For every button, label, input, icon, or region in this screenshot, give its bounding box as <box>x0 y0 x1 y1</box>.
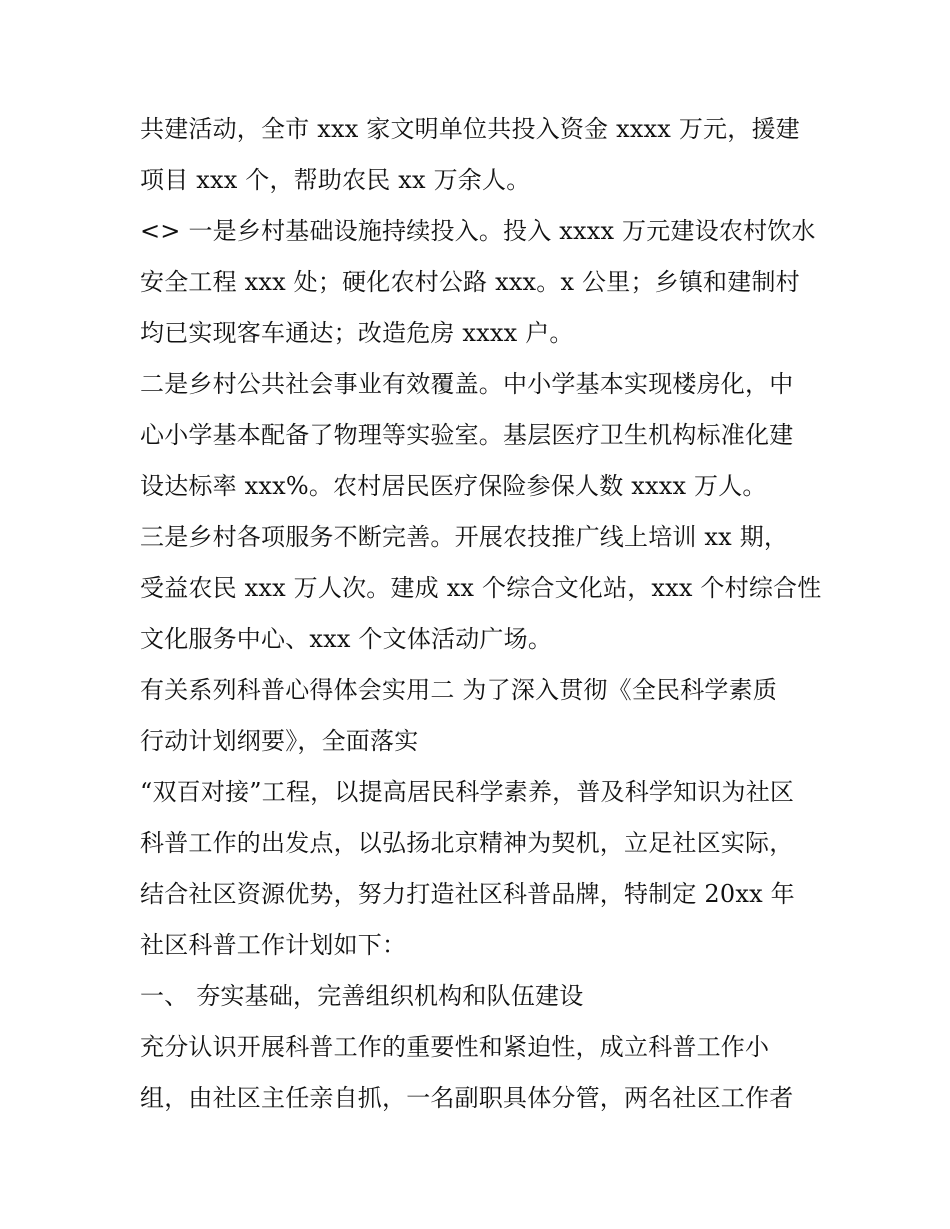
text-line-1: 共建活动，全市 xxx 家文明单位共投入资金 xxxx 万元，援建 <box>140 115 800 143</box>
text-line-4: 安全工程 xxx 处；硬化农村公路 xxx。x 公里；乡镇和建制村 <box>140 268 800 296</box>
text-line-2: 项目 xxx 个，帮助农民 xx 万余人。 <box>140 166 531 194</box>
text-line-15: 科普工作的出发点，以弘扬北京精神为契机，立足社区实际， <box>140 829 794 857</box>
text-line-16: 结合社区资源优势，努力打造社区科普品牌，特制定 20xx 年 <box>140 880 795 908</box>
text-line-6: 二是乡村公共社会事业有效覆盖。中小学基本实现楼房化，中 <box>140 370 794 398</box>
text-line-10: 受益农民 xxx 万人次。建成 xx 个综合文化站，xxx 个村综合性 <box>140 574 822 602</box>
text-line-5: 均已实现客车通达；改造危房 xxxx 户。 <box>140 319 574 347</box>
text-line-12: 有关系列科普心得体会实用二 为了深入贯彻《全民科学素质 <box>140 676 778 704</box>
text-line-7: 心小学基本配备了物理等实验室。基层医疗卫生机构标准化建 <box>140 421 794 449</box>
text-line-17: 社区科普工作计划如下： <box>140 931 407 959</box>
text-line-14: “双百对接”工程，以提高居民科学素养，普及科学知识为社区 <box>140 778 795 806</box>
text-line-9: 三是乡村各项服务不断完善。开展农技推广线上培训 xx 期， <box>140 523 789 551</box>
text-line-11: 文化服务中心、xxx 个文体活动广场。 <box>140 625 553 653</box>
text-line-20: 组，由社区主任亲自抓，一名副职具体分管，两名社区工作者 <box>140 1084 794 1112</box>
section-heading: 一、 夯实基础，完善组织机构和队伍建设 <box>140 982 584 1010</box>
text-line-3: <> 一是乡村基础设施持续投入。投入 xxxx 万元建设农村饮水 <box>140 217 816 245</box>
text-line-8: 设达标率 xxx%。农村居民医疗保险参保人数 xxxx 万人。 <box>140 472 767 500</box>
document-body <box>140 104 820 1124</box>
text-line-13: 行动计划纲要》，全面落实 <box>140 727 419 755</box>
text-line-19: 充分认识开展科普工作的重要性和紧迫性，成立科普工作小 <box>140 1033 770 1061</box>
